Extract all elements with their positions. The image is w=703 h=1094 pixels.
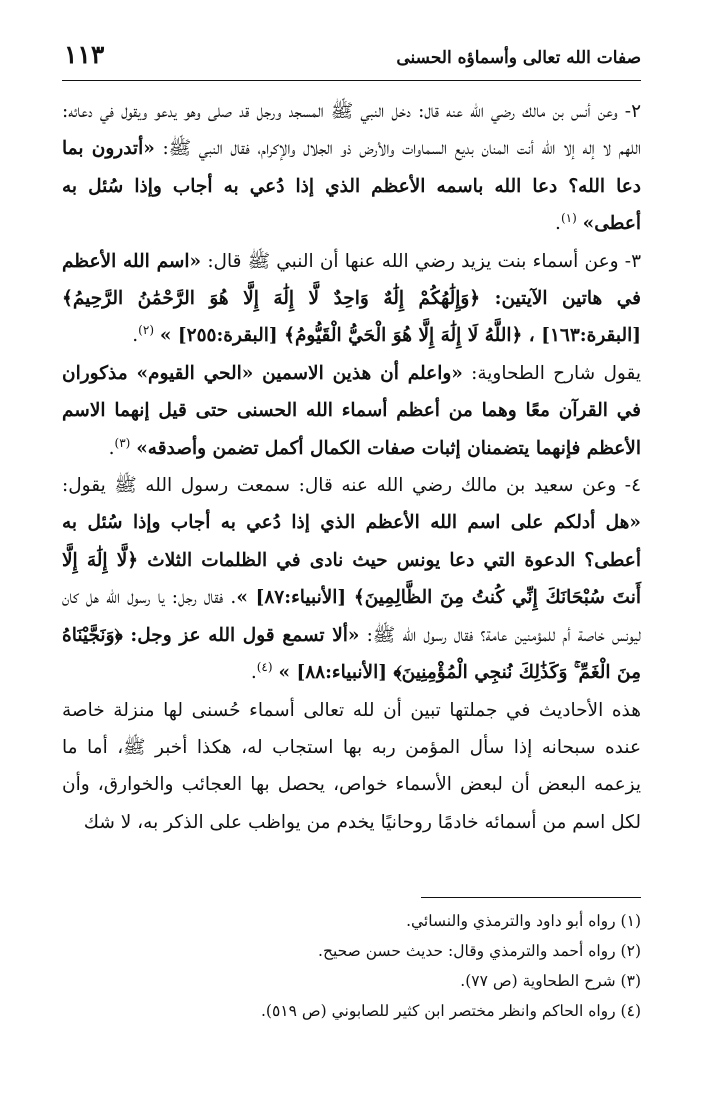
footnote-ref: (٤): [256, 659, 273, 674]
hadith-quote: «ألا تسمع قول الله عز وجل: ﴿وَنَجَّيْنَاهُ مِنَ الْغَمِّ ۚ وَكَذَٰلِكَ نُنجِي الْمُؤْمِنِينَ﴾ [الأنبياء:٨٨] »: [62, 624, 641, 684]
footnote-ref: (١): [560, 211, 577, 226]
footnote-ref: (٢): [138, 323, 154, 338]
paragraph-text: . فقال رجل: يا رسول الله هل كان ليونس خاصة أم للمؤمنين عامة؟ فقال رسول الله ﷺ:: [62, 587, 641, 646]
hadith-quote: «أتدرون بما دعا الله؟ دعا الله باسمه الأعظم الذي إذا دُعي به أجاب وإذا سُئل به أعطى»: [62, 138, 641, 235]
hadith-quote: «هل أدلكم على اسم الله الأعظم الذي إذا دُعي به أجاب وإذا سُئل به أعطى؟ الدعوة التي دعا يونس حيث نادى في الظلمات الثلاث ﴿لَّا إِلَٰهَ إِلَّا أَنتَ سُبْحَانَكَ إِنِّي كُنتُ مِنَ الظَّالِمِينَ﴾ [الأنبياء:٨٧] »: [62, 512, 642, 609]
paragraph-end: .: [132, 325, 139, 347]
hadith-quote: «اسم الله الأعظم في هاتين الآيتين: ﴿وَإِلَٰهُكُمْ إِلَٰهٌ وَاحِدٌ لَّا إِلَٰهَ إِلَّا هُوَ الرَّحْمَٰنُ الرَّحِيمُ﴾ [البقرة:١٦٣] ، ﴿اللَّهُ لَا إِلَٰهَ إِلَّا هُوَ الْحَيُّ الْقَيُّومُ﴾ [البقرة:٢٥٥] »: [62, 250, 641, 347]
page-number: ١١٣: [64, 40, 105, 69]
paragraph-hadith-2: [62, 93, 641, 243]
paragraph-text: ٣- وعن أسماء بنت يزيد رضي الله عنها أن النبي ﷺ قال:: [201, 250, 641, 272]
footnotes: [62, 906, 641, 1026]
commentary-quote: «واعلم أن هذين الاسمين «الحي القيوم» مذكوران في القرآن معًا وهما من أعظم أسماء الله الحسنى حتى قيل إنهما الاسم الأعظم فإنهما يتضمنان إثبات صفات الكمال أكمل تضمن وأصدقه»: [62, 362, 641, 459]
paragraph-text: هذه الأحاديث في جملتها تبين أن لله تعالى أسماء حُسنى لها منزلة خاصة عنده سبحانه إذا سأل المؤمن ربه بها استجاب له، هكذا أخبر ﷺ، أما ما يزعمه البعض أن لبعض الأسماء خواص، يحصل بها العجائب والخوارق، وأن لكل اسم من أسمائه خادمًا روحانيًا يخدم من يواظب على الذكر به، لا شك: [62, 699, 641, 833]
paragraph-end: .: [108, 437, 115, 459]
paragraph-conclusion: [62, 692, 641, 842]
paragraph-text: ٢- وعن أنس بن مالك رضي الله عنه قال: دخل النبي ﷺ المسجد ورجل قد صلى وهو يدعو ويقول في دعائه: اللهم لا إله إلا الله أنت المنان بديع السماوات والأرض ذو الجلال والإكرام، فقال النبي ﷺ:: [62, 101, 641, 160]
paragraph-hadith-4: [62, 467, 641, 691]
paragraph-commentary: [62, 355, 641, 467]
footnote-rule: [421, 897, 641, 898]
header-rule: [62, 80, 641, 81]
footnote: (٢) رواه أحمد والترمذي وقال: حديث حسن صحيح.: [318, 942, 641, 960]
paragraph-hadith-3: [62, 243, 641, 355]
paragraph-text: يقول شارح الطحاوية:: [462, 362, 641, 384]
main-text: [62, 93, 641, 841]
page-header: [62, 36, 641, 78]
footnote: (٤) رواه الحاكم وانظر مختصر ابن كثير للصابوني (ص ٥١٩).: [260, 1002, 641, 1020]
paragraph-end: .: [555, 213, 561, 235]
paragraph-end: .: [250, 662, 257, 684]
footnote: (٣) شرح الطحاوية (ص ٧٧).: [460, 972, 641, 990]
paragraph-text: ٤- وعن سعيد بن مالك رضي الله عنه قال: سمعت رسول الله ﷺ يقول:: [62, 475, 641, 497]
footnote: (١) رواه أبو داود والترمذي والنسائي.: [406, 912, 641, 930]
footnote-ref: (٣): [114, 435, 131, 450]
running-title: صفات الله تعالى وأسماؤه الحسنى: [396, 48, 641, 68]
